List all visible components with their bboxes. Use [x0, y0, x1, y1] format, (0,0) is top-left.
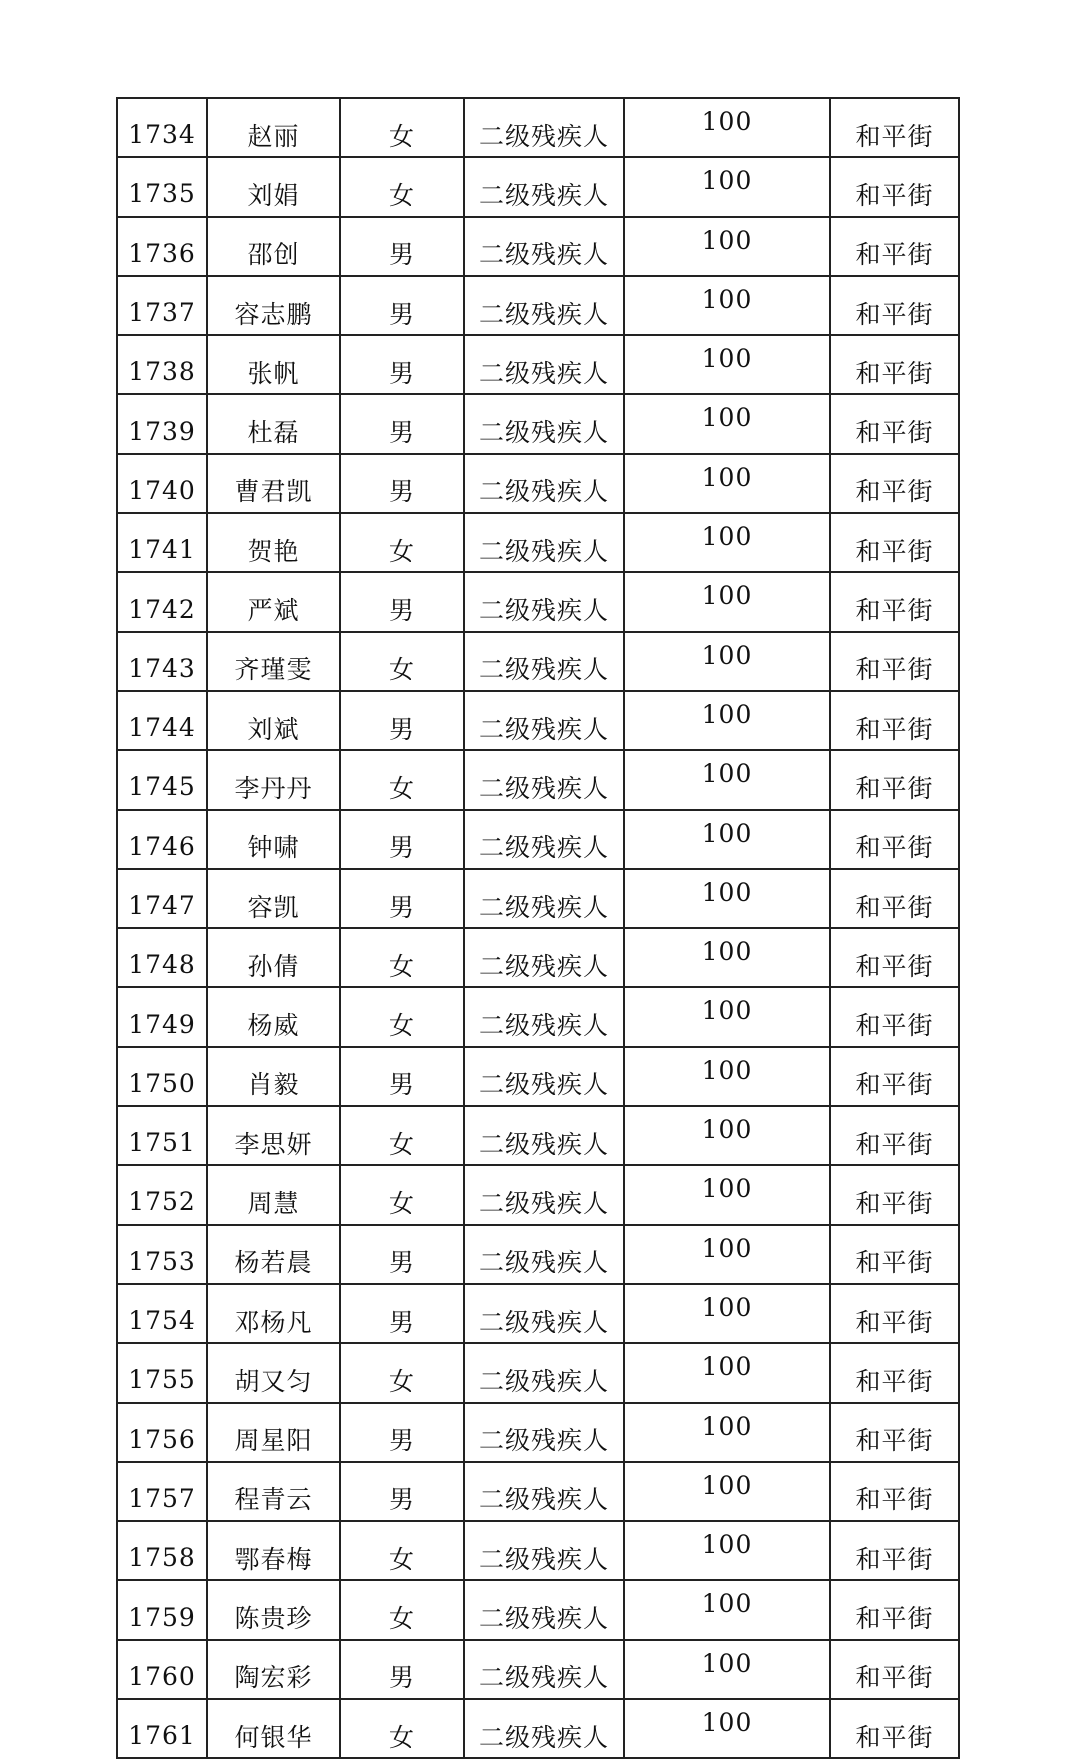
- gender-cell: 女: [340, 1580, 464, 1639]
- table-row: [117, 513, 959, 572]
- disability-level-cell: 二级残疾人: [464, 98, 624, 157]
- table-row: [117, 276, 959, 335]
- table-row: [117, 98, 959, 157]
- gender-cell: 女: [340, 1521, 464, 1580]
- gender-cell: 男: [340, 869, 464, 928]
- street-name-cell: 和平街: [830, 750, 959, 809]
- roster-body: [117, 98, 959, 1758]
- disability-level-cell: 二级残疾人: [464, 869, 624, 928]
- row-number-cell: 1745: [117, 750, 207, 809]
- gender-cell: 男: [340, 1640, 464, 1699]
- gender-cell: 男: [340, 572, 464, 631]
- subsidy-amount-cell: 100: [624, 987, 830, 1046]
- disability-level-cell: 二级残疾人: [464, 1521, 624, 1580]
- person-name-cell: 鄂春梅: [207, 1521, 340, 1580]
- street-name-cell: 和平街: [830, 335, 959, 394]
- row-number-cell: 1747: [117, 869, 207, 928]
- table-row: [117, 1462, 959, 1521]
- subsidy-amount-cell: 100: [624, 1047, 830, 1106]
- table-row: [117, 1165, 959, 1224]
- street-name-cell: 和平街: [830, 928, 959, 987]
- subsidy-amount-cell: 100: [624, 928, 830, 987]
- street-name-cell: 和平街: [830, 572, 959, 631]
- subsidy-roster-table: [116, 97, 960, 1759]
- row-number-cell: 1749: [117, 987, 207, 1046]
- subsidy-amount-cell: 100: [624, 1225, 830, 1284]
- gender-cell: 女: [340, 1699, 464, 1758]
- subsidy-amount-cell: 100: [624, 98, 830, 157]
- person-name-cell: 刘娟: [207, 157, 340, 216]
- subsidy-amount-cell: 100: [624, 394, 830, 453]
- subsidy-amount-cell: 100: [624, 572, 830, 631]
- subsidy-amount-cell: 100: [624, 1521, 830, 1580]
- street-name-cell: 和平街: [830, 869, 959, 928]
- disability-level-cell: 二级残疾人: [464, 513, 624, 572]
- subsidy-amount-cell: 100: [624, 276, 830, 335]
- subsidy-amount-cell: 100: [624, 217, 830, 276]
- row-number-cell: 1744: [117, 691, 207, 750]
- person-name-cell: 杜磊: [207, 394, 340, 453]
- row-number-cell: 1746: [117, 810, 207, 869]
- street-name-cell: 和平街: [830, 394, 959, 453]
- table-row: [117, 987, 959, 1046]
- gender-cell: 女: [340, 157, 464, 216]
- subsidy-amount-cell: 100: [624, 513, 830, 572]
- subsidy-amount-cell: 100: [624, 1580, 830, 1639]
- gender-cell: 男: [340, 1462, 464, 1521]
- table-row: [117, 157, 959, 216]
- disability-level-cell: 二级残疾人: [464, 987, 624, 1046]
- gender-cell: 女: [340, 513, 464, 572]
- table-row: [117, 572, 959, 631]
- subsidy-amount-cell: 100: [624, 810, 830, 869]
- street-name-cell: 和平街: [830, 1343, 959, 1402]
- table-row: [117, 928, 959, 987]
- table-row: [117, 1640, 959, 1699]
- disability-level-cell: 二级残疾人: [464, 572, 624, 631]
- subsidy-amount-cell: 100: [624, 157, 830, 216]
- subsidy-amount-cell: 100: [624, 1106, 830, 1165]
- disability-level-cell: 二级残疾人: [464, 1343, 624, 1402]
- table-row: [117, 1521, 959, 1580]
- row-number-cell: 1738: [117, 335, 207, 394]
- gender-cell: 女: [340, 1165, 464, 1224]
- subsidy-amount-cell: 100: [624, 1462, 830, 1521]
- table-row: [117, 335, 959, 394]
- gender-cell: 男: [340, 276, 464, 335]
- person-name-cell: 胡又匀: [207, 1343, 340, 1402]
- street-name-cell: 和平街: [830, 1284, 959, 1343]
- row-number-cell: 1735: [117, 157, 207, 216]
- gender-cell: 男: [340, 691, 464, 750]
- person-name-cell: 李丹丹: [207, 750, 340, 809]
- disability-level-cell: 二级残疾人: [464, 1106, 624, 1165]
- subsidy-amount-cell: 100: [624, 691, 830, 750]
- table-row: [117, 632, 959, 691]
- table-row: [117, 454, 959, 513]
- gender-cell: 男: [340, 394, 464, 453]
- disability-level-cell: 二级残疾人: [464, 157, 624, 216]
- person-name-cell: 陶宏彩: [207, 1640, 340, 1699]
- disability-level-cell: 二级残疾人: [464, 1284, 624, 1343]
- gender-cell: 女: [340, 98, 464, 157]
- row-number-cell: 1758: [117, 1521, 207, 1580]
- disability-level-cell: 二级残疾人: [464, 217, 624, 276]
- row-number-cell: 1756: [117, 1403, 207, 1462]
- table-row: [117, 1225, 959, 1284]
- table-row: [117, 1580, 959, 1639]
- person-name-cell: 邵创: [207, 217, 340, 276]
- table-row: [117, 691, 959, 750]
- gender-cell: 男: [340, 1403, 464, 1462]
- disability-level-cell: 二级残疾人: [464, 454, 624, 513]
- gender-cell: 男: [340, 217, 464, 276]
- table-row: [117, 869, 959, 928]
- gender-cell: 男: [340, 810, 464, 869]
- street-name-cell: 和平街: [830, 1047, 959, 1106]
- table-row: [117, 217, 959, 276]
- disability-level-cell: 二级残疾人: [464, 1403, 624, 1462]
- person-name-cell: 何银华: [207, 1699, 340, 1758]
- person-name-cell: 周慧: [207, 1165, 340, 1224]
- person-name-cell: 陈贵珍: [207, 1580, 340, 1639]
- street-name-cell: 和平街: [830, 1699, 959, 1758]
- person-name-cell: 邓杨凡: [207, 1284, 340, 1343]
- street-name-cell: 和平街: [830, 810, 959, 869]
- row-number-cell: 1759: [117, 1580, 207, 1639]
- person-name-cell: 齐瑾雯: [207, 632, 340, 691]
- row-number-cell: 1752: [117, 1165, 207, 1224]
- row-number-cell: 1750: [117, 1047, 207, 1106]
- gender-cell: 男: [340, 454, 464, 513]
- row-number-cell: 1753: [117, 1225, 207, 1284]
- street-name-cell: 和平街: [830, 454, 959, 513]
- gender-cell: 女: [340, 632, 464, 691]
- disability-level-cell: 二级残疾人: [464, 1699, 624, 1758]
- street-name-cell: 和平街: [830, 1165, 959, 1224]
- disability-level-cell: 二级残疾人: [464, 394, 624, 453]
- person-name-cell: 严斌: [207, 572, 340, 631]
- subsidy-amount-cell: 100: [624, 454, 830, 513]
- street-name-cell: 和平街: [830, 157, 959, 216]
- person-name-cell: 程青云: [207, 1462, 340, 1521]
- disability-level-cell: 二级残疾人: [464, 335, 624, 394]
- gender-cell: 男: [340, 1284, 464, 1343]
- street-name-cell: 和平街: [830, 1640, 959, 1699]
- gender-cell: 女: [340, 750, 464, 809]
- person-name-cell: 容凯: [207, 869, 340, 928]
- gender-cell: 女: [340, 987, 464, 1046]
- row-number-cell: 1751: [117, 1106, 207, 1165]
- person-name-cell: 周星阳: [207, 1403, 340, 1462]
- street-name-cell: 和平街: [830, 987, 959, 1046]
- person-name-cell: 杨若晨: [207, 1225, 340, 1284]
- gender-cell: 女: [340, 1106, 464, 1165]
- subsidy-amount-cell: 100: [624, 1699, 830, 1758]
- person-name-cell: 曹君凯: [207, 454, 340, 513]
- person-name-cell: 容志鹏: [207, 276, 340, 335]
- table-row: [117, 1106, 959, 1165]
- subsidy-amount-cell: 100: [624, 1403, 830, 1462]
- row-number-cell: 1748: [117, 928, 207, 987]
- gender-cell: 男: [340, 1047, 464, 1106]
- subsidy-amount-cell: 100: [624, 1640, 830, 1699]
- row-number-cell: 1737: [117, 276, 207, 335]
- person-name-cell: 孙倩: [207, 928, 340, 987]
- disability-level-cell: 二级残疾人: [464, 1225, 624, 1284]
- row-number-cell: 1736: [117, 217, 207, 276]
- disability-level-cell: 二级残疾人: [464, 928, 624, 987]
- disability-level-cell: 二级残疾人: [464, 1462, 624, 1521]
- person-name-cell: 张帆: [207, 335, 340, 394]
- street-name-cell: 和平街: [830, 1403, 959, 1462]
- row-number-cell: 1740: [117, 454, 207, 513]
- subsidy-amount-cell: 100: [624, 1165, 830, 1224]
- disability-level-cell: 二级残疾人: [464, 1640, 624, 1699]
- person-name-cell: 赵丽: [207, 98, 340, 157]
- person-name-cell: 李思妍: [207, 1106, 340, 1165]
- row-number-cell: 1742: [117, 572, 207, 631]
- person-name-cell: 贺艳: [207, 513, 340, 572]
- subsidy-amount-cell: 100: [624, 632, 830, 691]
- street-name-cell: 和平街: [830, 632, 959, 691]
- street-name-cell: 和平街: [830, 691, 959, 750]
- disability-level-cell: 二级残疾人: [464, 691, 624, 750]
- street-name-cell: 和平街: [830, 513, 959, 572]
- table-row: [117, 394, 959, 453]
- disability-level-cell: 二级残疾人: [464, 810, 624, 869]
- street-name-cell: 和平街: [830, 1225, 959, 1284]
- disability-level-cell: 二级残疾人: [464, 276, 624, 335]
- table-row: [117, 1699, 959, 1758]
- person-name-cell: 肖毅: [207, 1047, 340, 1106]
- person-name-cell: 刘斌: [207, 691, 340, 750]
- row-number-cell: 1739: [117, 394, 207, 453]
- table-row: [117, 1403, 959, 1462]
- disability-level-cell: 二级残疾人: [464, 1047, 624, 1106]
- street-name-cell: 和平街: [830, 1462, 959, 1521]
- street-name-cell: 和平街: [830, 98, 959, 157]
- row-number-cell: 1741: [117, 513, 207, 572]
- gender-cell: 男: [340, 1225, 464, 1284]
- disability-level-cell: 二级残疾人: [464, 750, 624, 809]
- disability-level-cell: 二级残疾人: [464, 632, 624, 691]
- street-name-cell: 和平街: [830, 1580, 959, 1639]
- street-name-cell: 和平街: [830, 1521, 959, 1580]
- subsidy-amount-cell: 100: [624, 1284, 830, 1343]
- row-number-cell: 1754: [117, 1284, 207, 1343]
- table-row: [117, 1343, 959, 1402]
- row-number-cell: 1760: [117, 1640, 207, 1699]
- gender-cell: 女: [340, 1343, 464, 1402]
- subsidy-amount-cell: 100: [624, 335, 830, 394]
- row-number-cell: 1734: [117, 98, 207, 157]
- table-row: [117, 1284, 959, 1343]
- street-name-cell: 和平街: [830, 217, 959, 276]
- table-row: [117, 1047, 959, 1106]
- disability-level-cell: 二级残疾人: [464, 1580, 624, 1639]
- person-name-cell: 杨威: [207, 987, 340, 1046]
- street-name-cell: 和平街: [830, 1106, 959, 1165]
- row-number-cell: 1757: [117, 1462, 207, 1521]
- table-row: [117, 810, 959, 869]
- subsidy-amount-cell: 100: [624, 750, 830, 809]
- table-row: [117, 750, 959, 809]
- subsidy-amount-cell: 100: [624, 869, 830, 928]
- disability-level-cell: 二级残疾人: [464, 1165, 624, 1224]
- row-number-cell: 1743: [117, 632, 207, 691]
- row-number-cell: 1755: [117, 1343, 207, 1402]
- gender-cell: 男: [340, 335, 464, 394]
- row-number-cell: 1761: [117, 1699, 207, 1758]
- street-name-cell: 和平街: [830, 276, 959, 335]
- person-name-cell: 钟啸: [207, 810, 340, 869]
- gender-cell: 女: [340, 928, 464, 987]
- subsidy-amount-cell: 100: [624, 1343, 830, 1402]
